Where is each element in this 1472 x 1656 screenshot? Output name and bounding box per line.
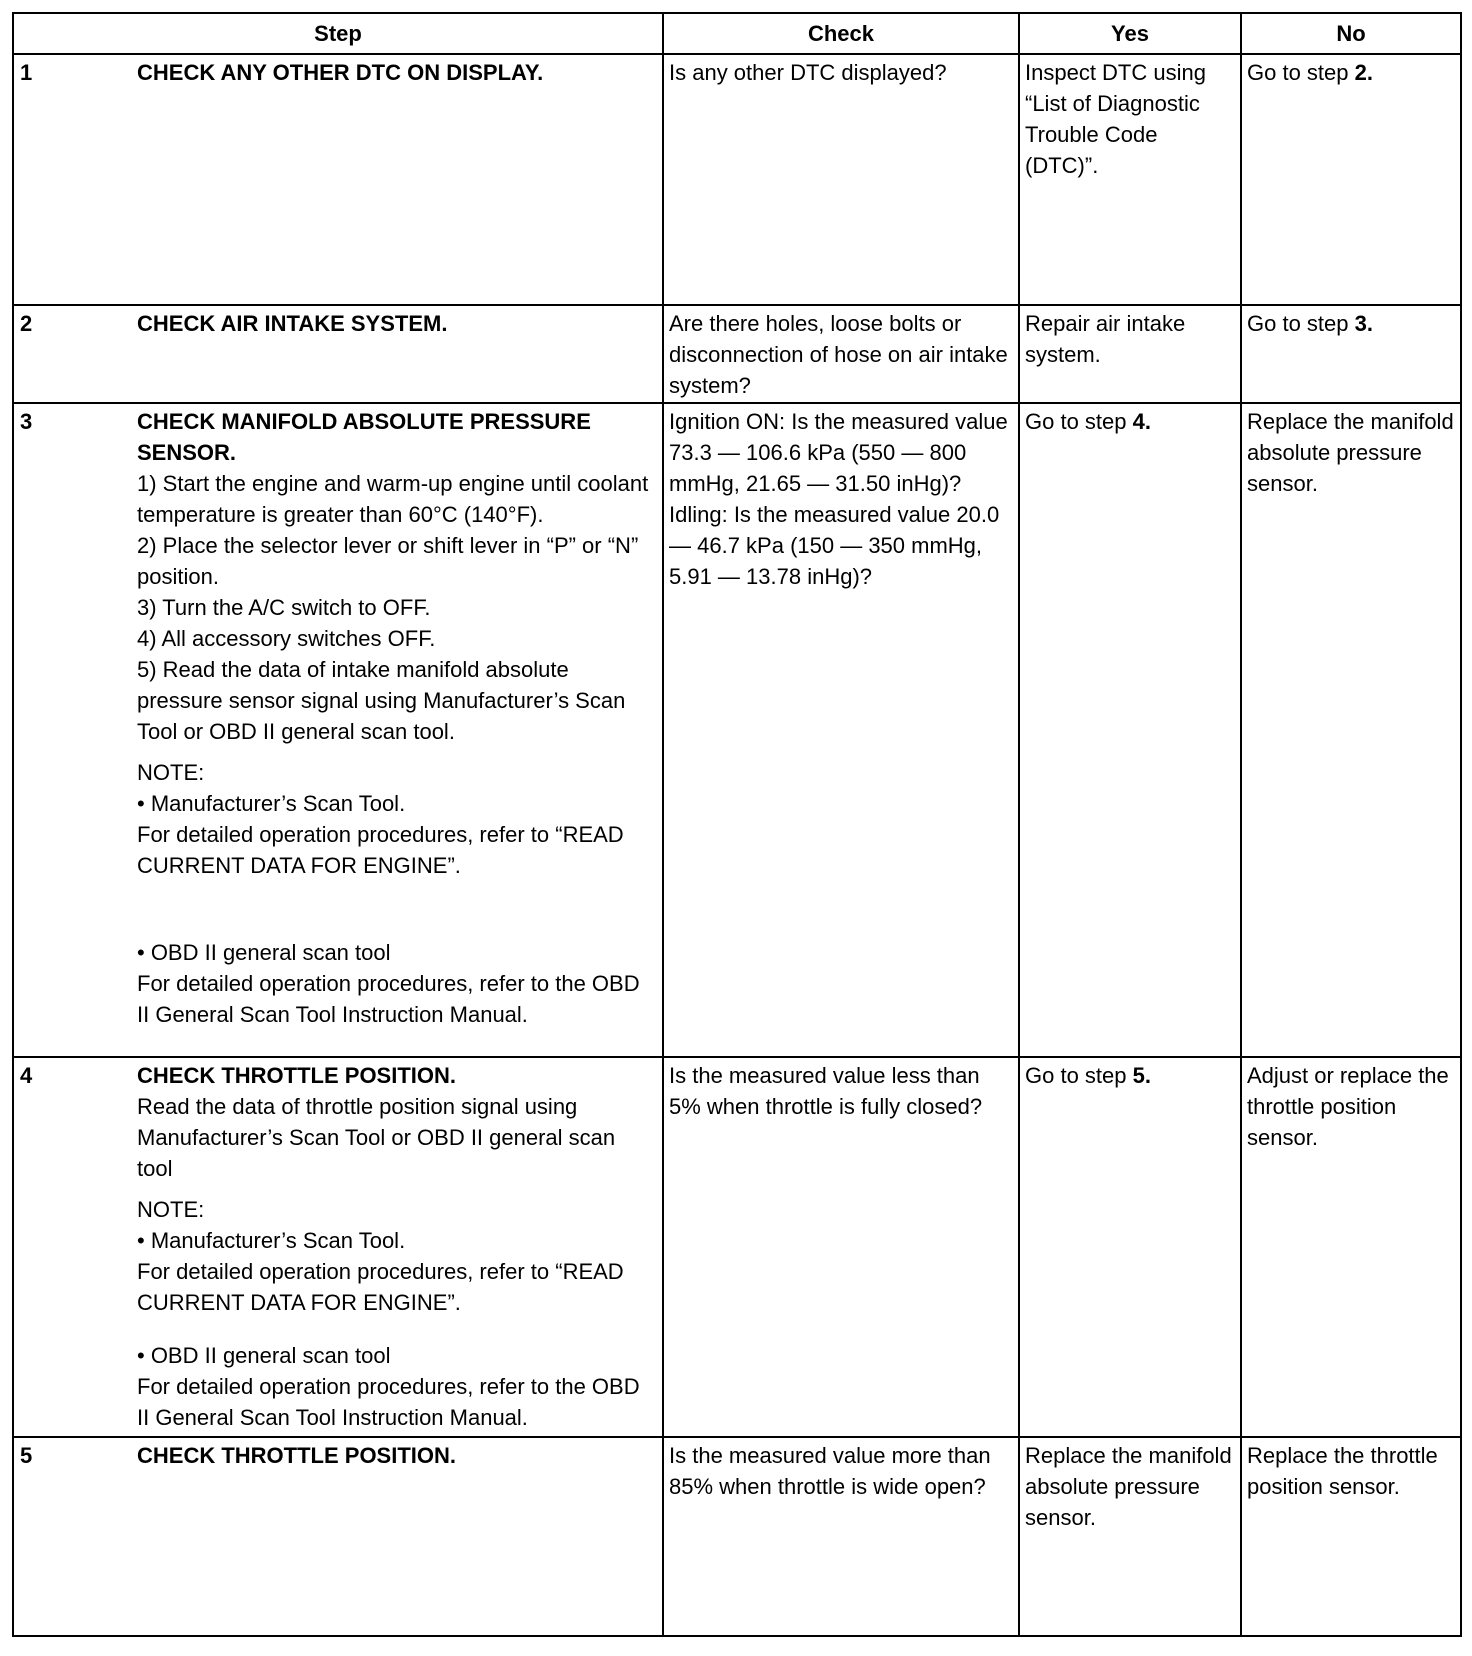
note-text: For detailed operation procedures, refer to the OBD II General Scan Tool Instruction Manual. (137, 1374, 640, 1430)
yes-cell: Inspect DTC using “List of Diagnostic Trouble Code (DTC)”. (1019, 54, 1241, 305)
step-title: CHECK MANIFOLD ABSOLUTE PRESSURE SENSOR. (137, 409, 591, 465)
table-row (13, 305, 1461, 403)
table-row (13, 403, 1461, 1057)
step-cell (13, 305, 663, 403)
check-cell: Are there holes, loose bolts or disconnection of hose on air intake system? (663, 305, 1019, 403)
note-label: NOTE: (137, 1197, 205, 1222)
table-row (13, 1437, 1461, 1636)
procedure-text: Read the data of throttle position signal using Manufacturer’s Scan Tool or OBD II general scan tool (137, 1094, 616, 1181)
check-cell: Is any other DTC displayed? (663, 54, 1019, 305)
step-number: 4 (20, 1063, 33, 1088)
yes-text: Go to step (1025, 1063, 1133, 1088)
no-cell: Adjust or replace the throttle position sensor. (1241, 1057, 1461, 1437)
step-title: CHECK THROTTLE POSITION. (137, 1063, 456, 1088)
note-text: For detailed operation procedures, refer to “READ CURRENT DATA FOR ENGINE”. (137, 822, 624, 878)
diagnostic-table (12, 12, 1462, 1637)
check-cell: Ignition ON: Is the measured value 73.3 — 106.6 kPa (550 — 800 mmHg, 21.65 — 31.50 inHg)? Idling: Is the measured value 20.0 — 46.7 kPa (150 — 350 mmHg, 5.91 — 13.78 inHg)? (663, 403, 1019, 1057)
note-text: For detailed operation procedures, refer to “READ CURRENT DATA FOR ENGINE”. (137, 1259, 624, 1315)
header-step: Step (13, 13, 663, 54)
yes-cell: Replace the manifold absolute pressure sensor. (1019, 1437, 1241, 1636)
procedure-step: 2) Place the selector lever or shift lever in “P” or “N” position. (137, 533, 639, 589)
step-number: 5 (20, 1443, 33, 1468)
procedure-step: 4) All accessory switches OFF. (137, 626, 436, 651)
note-text: For detailed operation procedures, refer to the OBD II General Scan Tool Instruction Manual. (137, 971, 640, 1027)
yes-cell (1019, 1057, 1241, 1437)
note-bullet: • OBD II general scan tool (137, 1343, 391, 1368)
procedure-step: 5) Read the data of intake manifold absolute pressure sensor signal using Manufacturer’s Scan Tool or OBD II general scan tool. (137, 657, 626, 744)
step-title: CHECK AIR INTAKE SYSTEM. (137, 311, 448, 336)
yes-cell (1019, 403, 1241, 1057)
table-row (13, 1057, 1461, 1437)
step-title: CHECK THROTTLE POSITION. (137, 1443, 456, 1468)
note-bullet: • Manufacturer’s Scan Tool. (137, 1228, 406, 1253)
no-text: Go to step (1247, 60, 1355, 85)
procedure-step: 3) Turn the A/C switch to OFF. (137, 595, 431, 620)
check-cell: Is the measured value more than 85% when throttle is wide open? (663, 1437, 1019, 1636)
no-cell (1241, 54, 1461, 305)
check-cell: Is the measured value less than 5% when throttle is fully closed? (663, 1057, 1019, 1437)
no-cell: Replace the manifold absolute pressure sensor. (1241, 403, 1461, 1057)
header-no: No (1241, 13, 1461, 54)
step-number: 3 (20, 409, 33, 434)
step-reference: 4. (1132, 409, 1151, 434)
step-number: 2 (20, 311, 33, 336)
step-cell (13, 403, 663, 1057)
header-row (13, 13, 1461, 54)
step-cell (13, 1437, 663, 1636)
table-row (13, 54, 1461, 305)
header-check: Check (663, 13, 1019, 54)
step-title: CHECK ANY OTHER DTC ON DISPLAY. (137, 60, 544, 85)
yes-text: Go to step (1025, 409, 1133, 434)
procedure-step: 1) Start the engine and warm-up engine until coolant temperature is greater than 60°C (140°F). (137, 471, 649, 527)
note-bullet: • Manufacturer’s Scan Tool. (137, 791, 406, 816)
note-bullet: • OBD II general scan tool (137, 940, 391, 965)
no-text: Go to step (1247, 311, 1355, 336)
note-label: NOTE: (137, 760, 205, 785)
step-number: 1 (20, 60, 33, 85)
step-reference: 3. (1354, 311, 1373, 336)
yes-cell: Repair air intake system. (1019, 305, 1241, 403)
step-reference: 5. (1132, 1063, 1151, 1088)
step-reference: 2. (1354, 60, 1373, 85)
no-cell: Replace the throttle position sensor. (1241, 1437, 1461, 1636)
step-cell (13, 54, 663, 305)
header-yes: Yes (1019, 13, 1241, 54)
step-cell (13, 1057, 663, 1437)
no-cell (1241, 305, 1461, 403)
